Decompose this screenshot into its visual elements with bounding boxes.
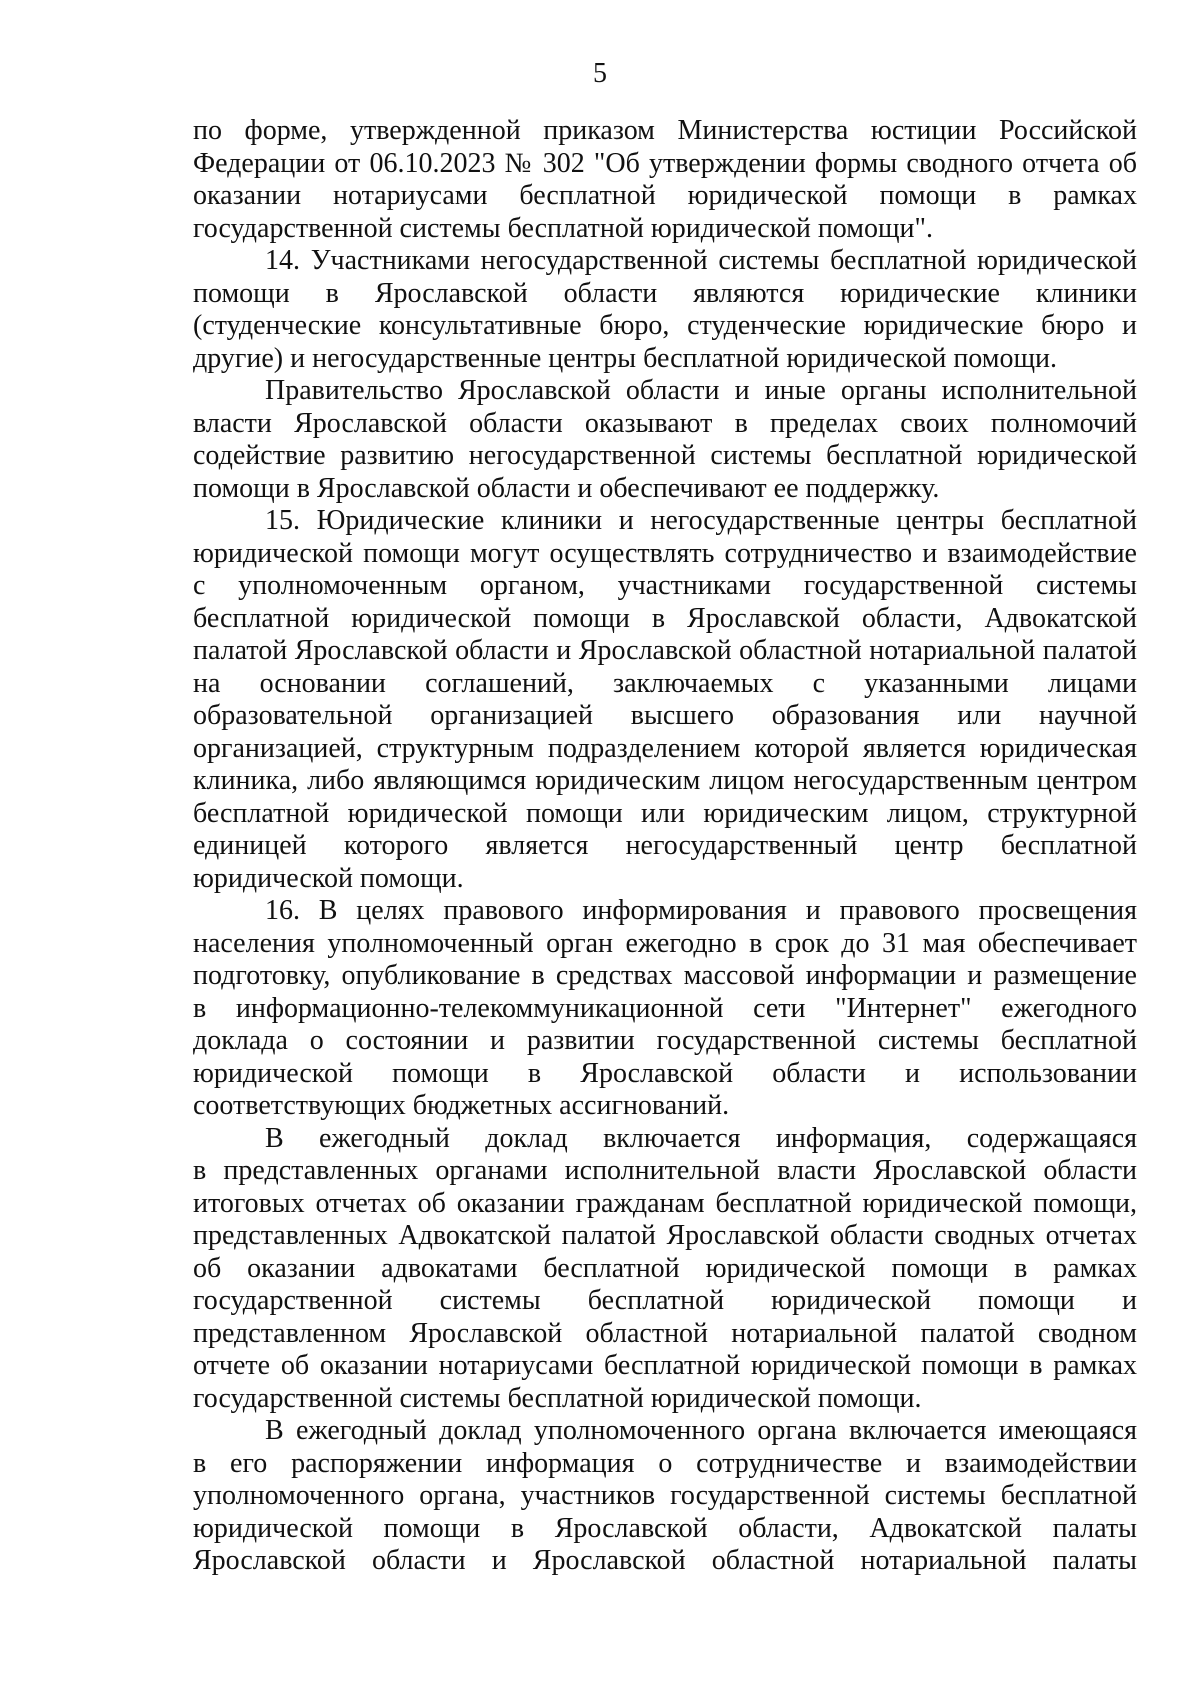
text-line: содействие развитию негосударственной системы бесплатной юридической bbox=[193, 440, 1137, 471]
text-line: Ярославской области и Ярославской областной нотариальной палаты bbox=[193, 1545, 1137, 1576]
text-line: 14. Участниками негосударственной системы бесплатной юридической bbox=[265, 245, 1137, 276]
text-line: в информационно-телекоммуникационной сети "Интернет" ежегодного bbox=[193, 992, 1137, 1024]
text-line: 15. Юридические клиники и негосударственные центры бесплатной bbox=[265, 505, 1137, 536]
text-line: образовательной организацией высшего образования или научной bbox=[193, 700, 1137, 731]
text-line: оказании нотариусами бесплатной юридической помощи в рамках bbox=[193, 180, 1137, 211]
text-line: В ежегодный доклад включается информация, содержащаяся bbox=[265, 1122, 1137, 1154]
paragraph bbox=[193, 1415, 1137, 1578]
text-line: Правительство Ярославской области и иные органы исполнительной bbox=[265, 375, 1137, 406]
paragraph bbox=[193, 115, 1137, 245]
paragraph bbox=[193, 895, 1137, 1123]
paragraph bbox=[193, 375, 1137, 505]
text-line: населения уполномоченный орган ежегодно в срок до 31 мая обеспечивает bbox=[193, 927, 1137, 959]
text-line: об оказании адвокатами бесплатной юридической помощи в рамках bbox=[193, 1252, 1137, 1284]
text-line: (студенческие консультативные бюро, студенческие юридические бюро и bbox=[193, 310, 1137, 341]
text-line: соответствующих бюджетных ассигнований. bbox=[193, 1090, 730, 1121]
text-line: юридической помощи в Ярославской области, Адвокатской палаты bbox=[193, 1512, 1137, 1544]
text-line: юридической помощи в Ярославской области и использовании bbox=[193, 1057, 1137, 1089]
text-line: государственной системы бесплатной юридической помощи. bbox=[193, 1382, 922, 1414]
text-line: юридической помощи могут осуществлять сотрудничество и взаимодействие bbox=[193, 537, 1137, 569]
page-number: 5 bbox=[593, 58, 607, 89]
paragraph bbox=[193, 1123, 1137, 1416]
text-line: палатой Ярославской области и Ярославской областной нотариальной палатой bbox=[193, 635, 1137, 666]
text-line: бесплатной юридической помощи или юридическим лицом, структурной bbox=[193, 797, 1137, 829]
text-line: помощи в Ярославской области являются юридические клиники bbox=[193, 277, 1137, 309]
text-line: представленном Ярославской областной нотариальной палатой сводном bbox=[193, 1317, 1137, 1349]
text-line: другие) и негосударственные центры бесплатной юридической помощи. bbox=[193, 342, 1058, 374]
text-line: уполномоченного органа, участников государственной системы бесплатной bbox=[193, 1480, 1137, 1511]
text-line: государственной системы бесплатной юридической помощи и bbox=[193, 1285, 1137, 1316]
text-line: доклада о состоянии и развитии государственной системы бесплатной bbox=[193, 1025, 1137, 1056]
text-line: с уполномоченным органом, участниками государственной системы bbox=[193, 570, 1137, 601]
text-line: отчете об оказании нотариусами бесплатной юридической помощи в рамках bbox=[193, 1350, 1137, 1381]
document-body bbox=[193, 115, 1137, 1578]
text-line: по форме, утвержденной приказом Министерства юстиции Российской bbox=[193, 115, 1137, 146]
text-line: единицей которого является негосударственный центр бесплатной bbox=[193, 830, 1137, 861]
text-line: бесплатной юридической помощи в Ярославской области, Адвокатской bbox=[193, 602, 1137, 634]
text-line: клиника, либо являющимся юридическим лицом негосударственным центром bbox=[193, 765, 1137, 796]
text-line: на основании соглашений, заключаемых с указанными лицами bbox=[193, 667, 1137, 699]
text-line: юридической помощи. bbox=[193, 862, 464, 894]
paragraph bbox=[193, 245, 1137, 375]
text-line: в представленных органами исполнительной власти Ярославской области bbox=[193, 1155, 1137, 1186]
text-line: помощи в Ярославской области и обеспечивают ее поддержку. bbox=[193, 472, 940, 504]
text-line: подготовку, опубликование в средствах массовой информации и размещение bbox=[193, 960, 1137, 991]
text-line: организацией, структурным подразделением которой является юридическая bbox=[193, 732, 1137, 764]
text-line: 16. В целях правового информирования и правового просвещения bbox=[265, 895, 1137, 926]
text-line: представленных Адвокатской палатой Ярославской области сводных отчетах bbox=[193, 1220, 1137, 1251]
text-line: государственной системы бесплатной юридической помощи". bbox=[193, 212, 933, 244]
paragraph bbox=[193, 505, 1137, 895]
text-line: итоговых отчетах об оказании гражданам бесплатной юридической помощи, bbox=[193, 1187, 1137, 1219]
text-line: Федерации от 06.10.2023 № 302 "Об утверждении формы сводного отчета об bbox=[193, 147, 1137, 179]
text-line: власти Ярославской области оказывают в пределах своих полномочий bbox=[193, 407, 1137, 439]
text-line: В ежегодный доклад уполномоченного органа включается имеющаяся bbox=[265, 1415, 1137, 1446]
text-line: в его распоряжении информация о сотрудничестве и взаимодействии bbox=[193, 1447, 1137, 1479]
